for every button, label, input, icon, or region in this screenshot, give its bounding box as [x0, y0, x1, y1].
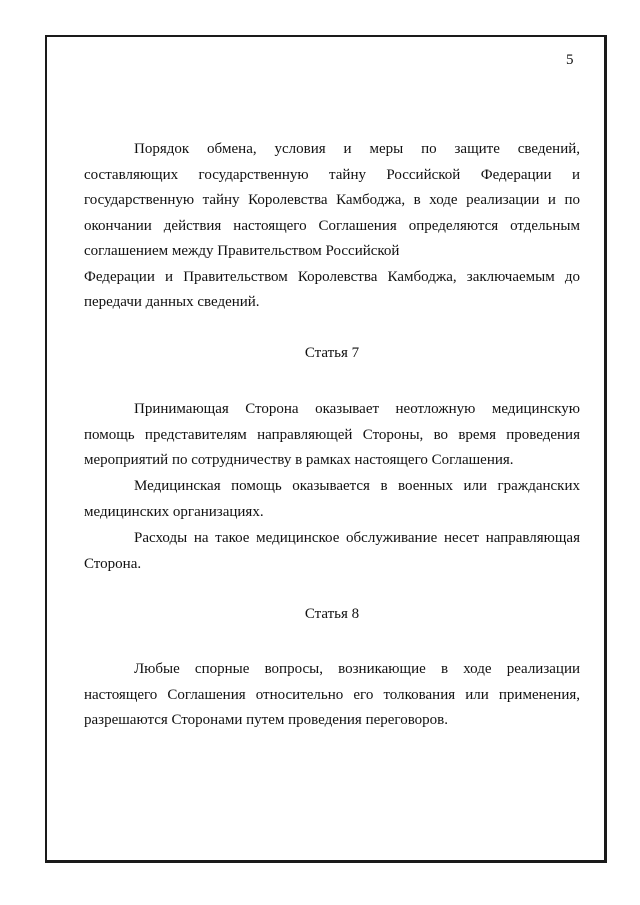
page-number: 5 [566, 52, 574, 68]
article-8-paragraph-1 [84, 657, 580, 734]
article-7-paragraph-1 [84, 397, 580, 474]
text-line: передачи данных сведений. [84, 294, 260, 310]
text-line: соглашением между Правительством Российской [84, 243, 400, 259]
text-line: окончании действия настоящего Соглашения определяются отдельным [84, 217, 580, 234]
paragraph-secrecy [84, 137, 580, 316]
text-line: настоящего Соглашения относительно его толкования или применения, [84, 686, 580, 703]
text-line: составляющих государственную тайну Российской Федерации и [84, 166, 580, 183]
text-line: Любые спорные вопросы, возникающие в ходе реализации [134, 661, 580, 677]
text-line: Федерации и Правительством Королевства Камбоджа, заключаемым до [84, 268, 580, 285]
text-line: Порядок обмена, условия и меры по защите сведений, [134, 141, 580, 157]
article-7-title: Статья 7 [304, 345, 360, 361]
text-line: Сторона. [84, 555, 142, 572]
text-line: помощь представителям направляющей Стороны, во время проведения [84, 426, 580, 443]
article-8-title: Статья 8 [304, 606, 360, 622]
text-line: Принимающая Сторона оказывает неотложную медицинскую [134, 401, 580, 417]
text-line: Медицинская помощь оказывается в военных или гражданских [134, 478, 580, 494]
text-line: государственную тайну Королевства Камбоджа, в ходе реализации и по [84, 192, 580, 208]
text-line: мероприятий по сотрудничеству в рамках настоящего Соглашения. [84, 452, 514, 468]
text-line: разрешаются Сторонами путем проведения переговоров. [84, 712, 449, 728]
article-7-paragraph-3 [84, 526, 580, 577]
text-line: медицинских организациях. [84, 503, 264, 520]
text-line: Расходы на такое медицинское обслуживание несет направляющая [134, 530, 580, 546]
article-7-paragraph-2 [84, 474, 580, 525]
